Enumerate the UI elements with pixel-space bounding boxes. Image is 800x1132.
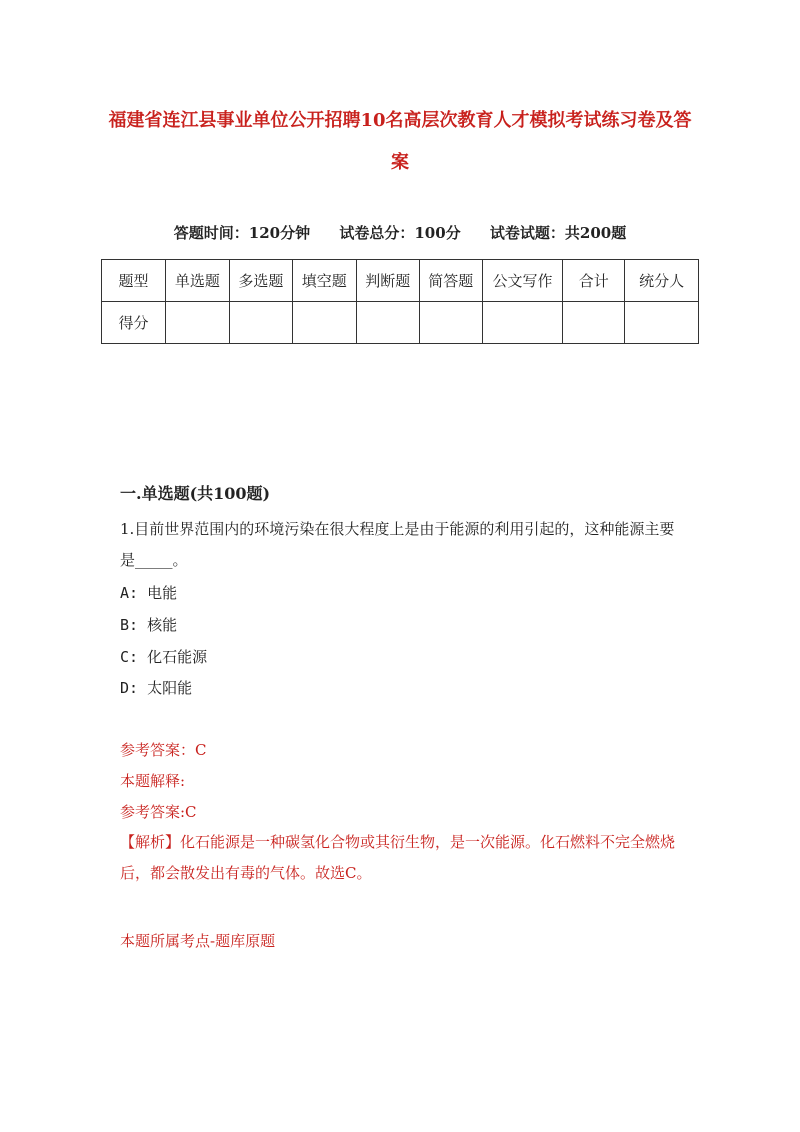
option-key: A: [120,584,139,602]
score-cell [482,302,563,344]
option-text: 核能 [147,616,178,634]
option-c [120,646,207,667]
header-cell: 合计 [563,260,625,302]
section-title: 一.单选题(共100题) [120,484,271,503]
score-cell [165,302,229,344]
score-table-header-row [102,260,699,302]
option-b [120,614,177,635]
header-cell: 简答题 [419,260,482,302]
exam-time: 答题时间：120分钟 [173,224,311,242]
score-table [101,259,699,344]
score-cell [625,302,699,344]
score-cell [292,302,356,344]
reference-answer: 参考答案：C [120,741,207,759]
option-key: B: [120,616,139,634]
option-text: 化石能源 [147,648,208,666]
option-d [120,677,192,698]
exam-meta [100,222,700,243]
header-cell: 公文写作 [482,260,563,302]
score-row-label: 得分 [102,302,166,344]
topic-note: 本题所属考点-题库原题 [120,932,276,950]
score-cell [229,302,292,344]
reference-answer-2: 参考答案:C [120,803,197,821]
header-cell: 判断题 [356,260,419,302]
header-cell: 单选题 [165,260,229,302]
exam-question-count: 试卷试题：共200题 [489,224,627,242]
question-stem: 1.目前世界范围内的环境污染在很大程度上是由于能源的利用引起的，这种能源主要是_____。 [120,520,675,569]
score-cell [563,302,625,344]
option-text: 太阳能 [147,679,193,697]
explanation-label: 本题解释: [120,772,186,790]
header-cell: 题型 [102,260,166,302]
option-key: D: [120,679,139,697]
header-cell: 多选题 [229,260,292,302]
option-a [120,582,177,603]
option-key: C: [120,648,139,666]
score-table-score-row [102,302,699,344]
header-cell: 统分人 [625,260,699,302]
header-cell: 填空题 [292,260,356,302]
document-title: 福建省连江县事业单位公开招聘10名高层次教育人才模拟考试练习卷及答案 [108,110,692,173]
score-cell [419,302,482,344]
exam-total-score: 试卷总分：100分 [339,224,461,242]
score-cell [356,302,419,344]
answer-explanation: 【解析】化石能源是一种碳氢化合物或其衍生物，是一次能源。化石燃料不完全燃烧后，都会散发出有毒的气体。故选C。 [120,833,676,882]
option-text: 电能 [147,584,178,602]
